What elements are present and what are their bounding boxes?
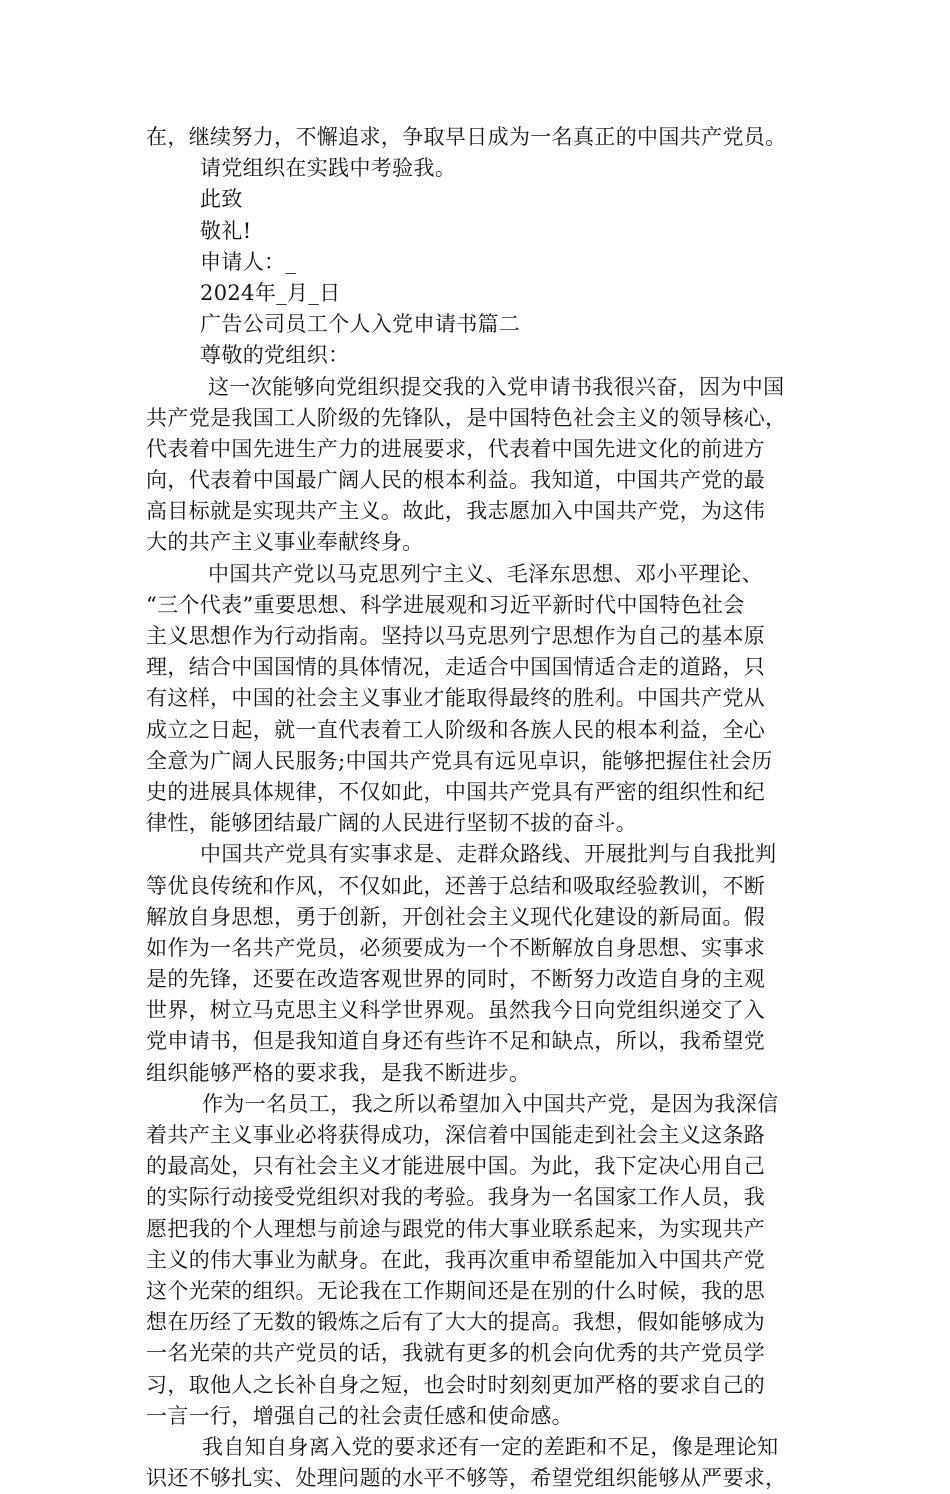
text-line: 有这样，中国的社会主义事业才能取得最终的胜利。中国共产党从 bbox=[146, 686, 766, 711]
salutation-jingli: 敬礼! bbox=[200, 218, 252, 243]
text-line: 主义的伟大事业为献身。在此，我再次重申希望能加入中国共产党 bbox=[146, 1247, 766, 1272]
text-line: 解放自身思想，勇于创新，开创社会主义现代化建设的新局面。假 bbox=[146, 904, 766, 929]
document-body bbox=[146, 122, 846, 1494]
text-line: 我自知自身离入党的要求还有一定的差距和不足，像是理论知 bbox=[202, 1434, 779, 1459]
text-line: 一言一行，增强自己的社会责任感和使命感。 bbox=[146, 1403, 573, 1428]
text-line: 中国共产党以马克思列宁主义、毛泽东思想、邓小平理论、 bbox=[208, 561, 764, 586]
text-line: “三个代表”重要思想、科学进展观和习近平新时代中国特色社会 bbox=[146, 592, 745, 617]
text-line: 代表着中国先进生产力的进展要求，代表着中国先进文化的前进方 bbox=[146, 436, 766, 461]
text-line: 史的进展具体规律，不仅如此，中国共产党具有严密的组织性和纪 bbox=[146, 779, 766, 804]
text-line: 这个光荣的组织。无论我在工作期间还是在别的什么时候，我的思 bbox=[146, 1278, 766, 1303]
text-line: 党申请书，但是我知道自身还有些许不足和缺点，所以，我希望党 bbox=[146, 1029, 766, 1054]
text-line: 向，代表着中国最广阔人民的根本利益。我知道，中国共产党的最 bbox=[146, 468, 766, 493]
salutation-zhizhi: 此致 bbox=[200, 187, 243, 212]
text-line: 的最高处，只有社会主义才能进展中国。为此，我下定决心用自己 bbox=[146, 1154, 766, 1179]
text-line: 是的先锋，还要在改造客观世界的同时，不断努力改造自身的主观 bbox=[146, 967, 766, 992]
text-line: 着共产主义事业必将获得成功，深信着中国能走到社会主义这条路 bbox=[146, 1123, 766, 1147]
text-line: 成立之日起，就一直代表着工人阶级和各族人民的根本利益，全心 bbox=[146, 717, 766, 742]
text-line: 一名光荣的共产党员的话，我就有更多的机会向优秀的共产党员学 bbox=[146, 1341, 766, 1366]
text-line: 理，结合中国国情的具体情况，走适合中国国情适合走的道路，只 bbox=[146, 655, 766, 680]
text-line: 习，取他人之长补自身之短，也会时时刻刻更加严格的要求自己的 bbox=[146, 1372, 766, 1397]
text-line: 的实际行动接受党组织对我的考验。我身为一名国家工作人员，我 bbox=[146, 1185, 766, 1210]
greeting: 尊敬的党组织： bbox=[200, 343, 350, 368]
text-line: 大的共产主义事业奉献终身。 bbox=[146, 530, 424, 555]
text-line: 律性，能够团结最广阔的人民进行坚韧不拔的奋斗。 bbox=[146, 811, 638, 836]
text-line: 共产党是我国工人阶级的先锋队，是中国特色社会主义的领导核心， bbox=[146, 405, 787, 430]
paragraph-3 bbox=[146, 839, 846, 1089]
text-line: 世界，树立马克思主义科学世界观。虽然我今日向党组织递交了入 bbox=[146, 998, 766, 1023]
text-line: 主义思想作为行动指南。坚持以马克思列宁思想作为自己的基本原 bbox=[146, 624, 766, 648]
paragraph-2 bbox=[146, 559, 846, 840]
text-line: 全意为广阔人民服务;中国共产党具有远见卓识，能够把握住社会历 bbox=[146, 748, 773, 773]
paragraph-4 bbox=[146, 1089, 846, 1432]
closing-request: 请党组织在实践中考验我。 bbox=[200, 156, 457, 181]
text-line: 在，继续努力，不懈追求，争取早日成为一名真正的中国共产党员。 bbox=[146, 125, 787, 149]
text-line: 高目标就是实现共产主义。故此，我志愿加入中国共产党，为这伟 bbox=[146, 499, 766, 524]
text-line: 如作为一名共产党员，必须要成为一个不断解放自身思想、实事求 bbox=[146, 935, 766, 960]
applicant-signature-line: 申请人：_ bbox=[200, 249, 297, 274]
text-line: 想在历经了无数的锻炼之后有了大大的提高。我想，假如能够成为 bbox=[146, 1310, 766, 1335]
date-line: 2024年_月_日 bbox=[200, 280, 341, 305]
text-line: 等优良传统和作风，不仅如此，还善于总结和吸取经验教训，不断 bbox=[146, 873, 766, 898]
paragraph-1 bbox=[146, 372, 846, 559]
paragraph-5 bbox=[146, 1432, 846, 1494]
text-line: 这一次能够向党组织提交我的入党申请书我很兴奋，因为中国 bbox=[208, 374, 785, 399]
text-line: 识还不够扎实、处理问题的水平不够等，希望党组织能够从严要求， bbox=[146, 1466, 787, 1491]
text-line: 中国共产党具有实事求是、走群众路线、开展批判与自我批判 bbox=[200, 842, 777, 867]
text-line: 组织能够严格的要求我，是我不断进步。 bbox=[146, 1060, 531, 1085]
section-title: 广告公司员工个人入党申请书篇二 bbox=[200, 312, 521, 337]
text-line: 作为一名员工，我之所以希望加入中国共产党，是因为我深信 bbox=[202, 1091, 779, 1116]
text-line: 愿把我的个人理想与前途与跟党的伟大事业联系起来，为实现共产 bbox=[146, 1216, 766, 1241]
